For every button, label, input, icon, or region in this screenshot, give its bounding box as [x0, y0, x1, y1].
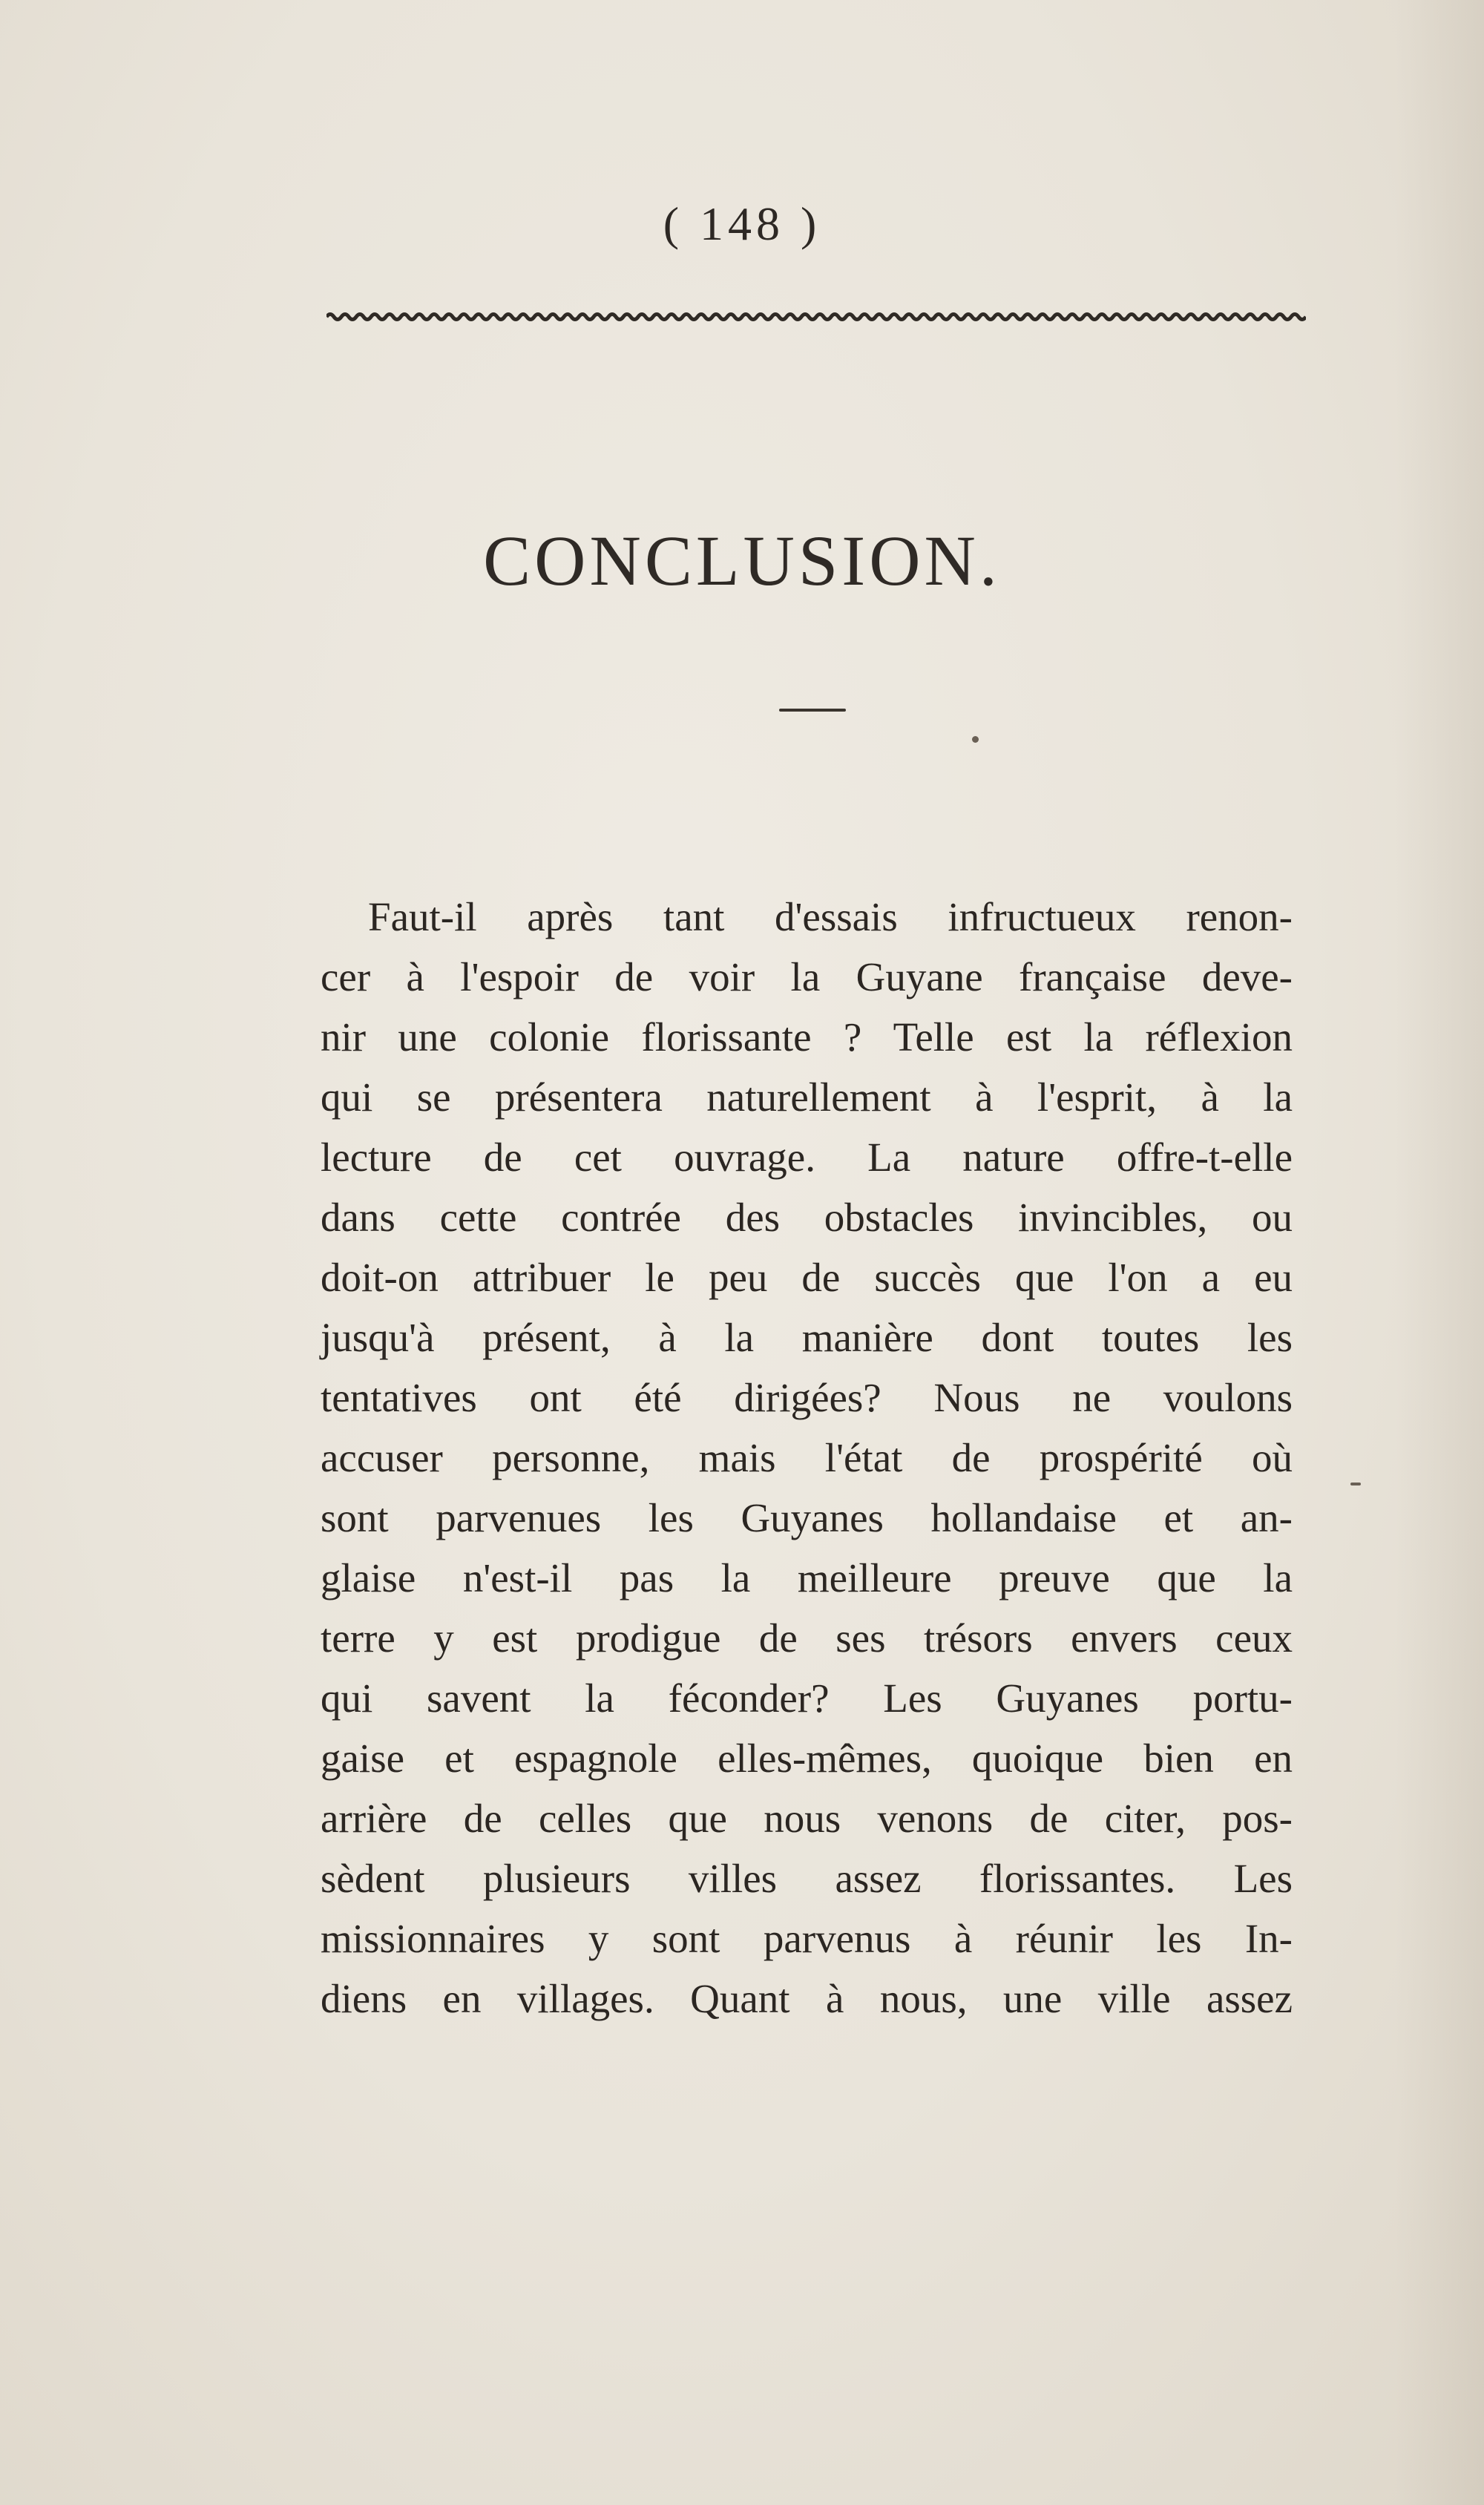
text-line: arrière de celles que nous venons de citer, pos-: [321, 1796, 1293, 1841]
text-line: jusqu'à présent, à la manière dont toutes les: [321, 1315, 1293, 1360]
text-line: missionnaires y sont parvenus à réunir les In-: [321, 1916, 1293, 1961]
text-line: doit-on attribuer le peu de succès que l'on a eu: [321, 1255, 1293, 1300]
text-line: qui se présentera naturellement à l'esprit, à la: [321, 1074, 1293, 1120]
page-edge-shadow: [1395, 0, 1484, 2505]
text-line: sèdent plusieurs villes assez florissantes. Les: [321, 1856, 1293, 1901]
text-line: glaise n'est-il pas la meilleure preuve que la: [321, 1555, 1293, 1600]
text-line: Faut-il après tant d'essais infructueux renon-: [368, 894, 1293, 939]
text-line: tentatives ont été dirigées? Nous ne voulons: [321, 1375, 1293, 1420]
body-text: [321, 887, 1293, 2029]
ornamental-rule: [326, 310, 1306, 324]
text-line: sont parvenues les Guyanes hollandaise et an-: [321, 1495, 1293, 1540]
text-line: accuser personne, mais l'état de prospérité où: [321, 1435, 1293, 1480]
text-line: nir une colonie florissante ? Telle est la réflexion: [321, 1014, 1293, 1060]
heading-divider: [779, 709, 846, 712]
text-line: terre y est prodigue de ses trésors envers ceux: [321, 1615, 1293, 1661]
text-line: dans cette contrée des obstacles invincibles, ou: [321, 1195, 1293, 1240]
text-line: lecture de cet ouvrage. La nature offre-t-elle: [321, 1135, 1293, 1180]
page-number: ( 148 ): [663, 197, 821, 250]
text-line: diens en villages. Quant à nous, une ville assez: [321, 1976, 1293, 2021]
text-line: qui savent la féconder? Les Guyanes portu-: [321, 1675, 1293, 1721]
text-line: cer à l'espoir de voir la Guyane française deve-: [321, 954, 1293, 999]
text-line: gaise et espagnole elles-mêmes, quoique bien en: [321, 1736, 1293, 1781]
paper-speck: [972, 736, 979, 743]
chapter-heading: CONCLUSION.: [483, 521, 1001, 600]
paper-speck: [1350, 1483, 1361, 1485]
